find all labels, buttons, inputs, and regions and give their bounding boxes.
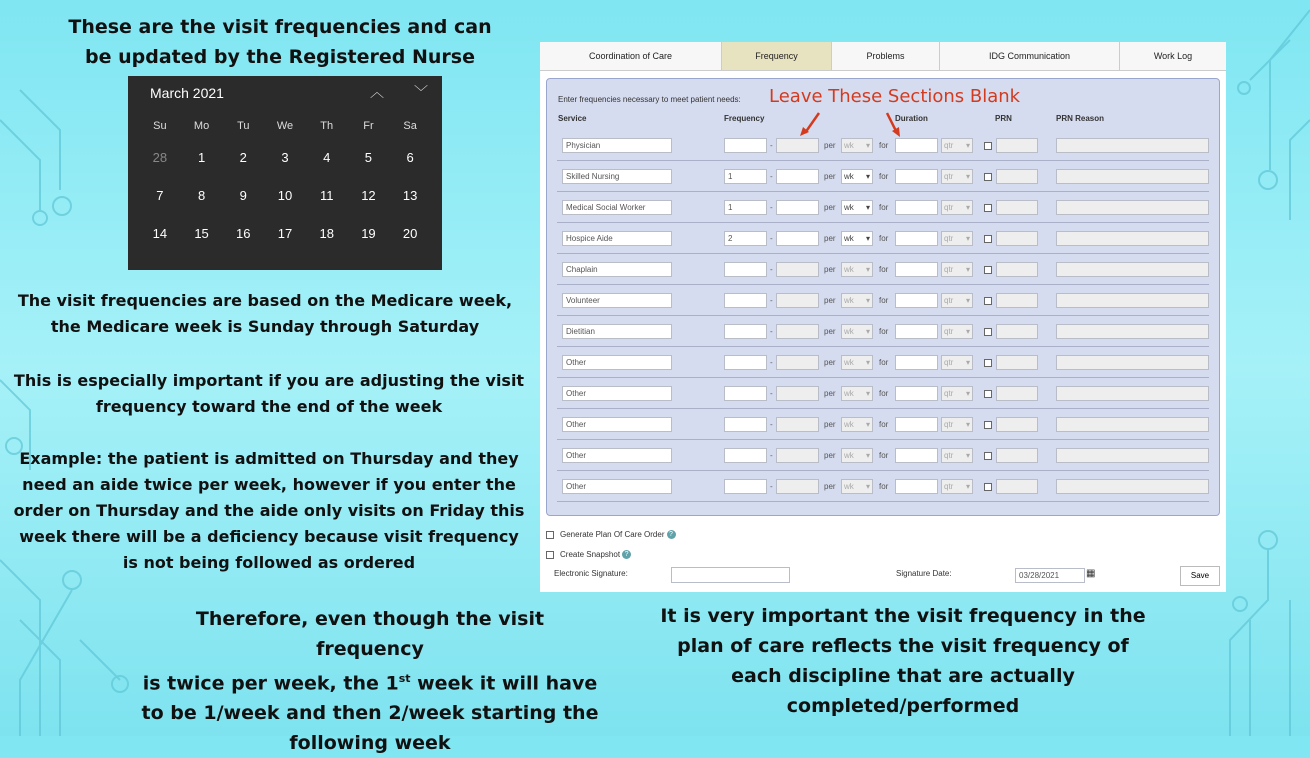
chevron-down-icon: ▾ [865, 389, 870, 398]
frequency-min-input[interactable] [724, 386, 767, 401]
calendar-day[interactable]: 7 [156, 188, 164, 203]
header-prn-reason: PRN Reason [1056, 114, 1105, 123]
unit-value: wk [844, 234, 854, 243]
form-footer [540, 522, 1226, 592]
duration-input[interactable] [895, 324, 938, 339]
service-row [557, 439, 1209, 471]
range-dash: - [770, 234, 773, 243]
duration-unit-select[interactable] [941, 479, 973, 494]
note-line: frequency toward the end of the week [95, 397, 443, 416]
service-row [557, 284, 1209, 316]
per-label: per [824, 141, 836, 150]
note-line: This is especially important if you are adjusting the visit [13, 371, 525, 390]
prn-checkbox[interactable] [984, 483, 992, 491]
note-line: Therefore, even though the visit frequency [195, 608, 545, 660]
prn-checkbox[interactable] [984, 173, 992, 181]
frequency-unit-select[interactable] [841, 169, 873, 184]
note-important [6, 368, 532, 420]
note-line: week there will be a deficiency because visit frequency [19, 527, 519, 546]
calendar-day[interactable]: 18 [319, 226, 334, 241]
note-line: each discipline that are actually [731, 665, 1075, 687]
range-dash: - [770, 141, 773, 150]
note-line: need an aide twice per week, however if you enter the [22, 475, 516, 494]
note-fragment: is twice per week, the 1 [142, 672, 399, 695]
frequency-unit-select[interactable] [841, 479, 873, 494]
weekday-label: Mo [193, 120, 210, 132]
range-dash: - [770, 420, 773, 429]
per-label: per [824, 389, 836, 398]
frequency-max-input[interactable] [776, 448, 819, 463]
frequency-unit-select[interactable] [841, 293, 873, 308]
duration-unit-select[interactable] [941, 417, 973, 432]
frequency-min-input[interactable] [724, 293, 767, 308]
range-dash: - [770, 265, 773, 274]
per-label: per [824, 482, 836, 491]
for-label: for [879, 327, 889, 336]
prn-input[interactable] [996, 262, 1038, 277]
prn-input[interactable] [996, 355, 1038, 370]
duration-input[interactable] [895, 262, 938, 277]
duration-unit-select[interactable] [941, 386, 973, 401]
duration-unit-select[interactable] [941, 169, 973, 184]
calendar-day[interactable]: 17 [277, 226, 293, 241]
prn-checkbox[interactable] [984, 452, 992, 460]
weekday-label: Th [320, 120, 334, 132]
frequency-max-input[interactable] [776, 262, 819, 277]
unit-value: wk [844, 358, 854, 367]
prn-reason-input[interactable] [1056, 169, 1209, 184]
for-label: for [879, 234, 889, 243]
unit-value: qtr [944, 265, 954, 274]
prn-reason-input[interactable] [1056, 355, 1209, 370]
duration-input[interactable] [895, 200, 938, 215]
note-line: following week [289, 732, 451, 755]
note-line: These are the visit frequencies and can [68, 16, 492, 38]
unit-value: qtr [944, 482, 954, 491]
note-example [6, 446, 532, 576]
form-intro: Enter frequencies necessary to meet patient needs: [558, 95, 741, 104]
prn-checkbox[interactable] [984, 359, 992, 367]
note-line: plan of care reflects the visit frequency of [677, 635, 1129, 657]
frequency-max-input[interactable] [776, 293, 819, 308]
calendar-day[interactable]: 10 [277, 188, 293, 203]
for-label: for [879, 358, 889, 367]
frequency-unit-select[interactable] [841, 355, 873, 370]
calendar-icon[interactable]: ▦ [1086, 568, 1096, 579]
duration-unit-select[interactable] [941, 355, 973, 370]
prn-input[interactable] [996, 386, 1038, 401]
note-line: order on Thursday and the aide only visits on Friday this [13, 501, 525, 520]
calendar-day[interactable]: 15 [194, 226, 209, 241]
header-frequency: Frequency [724, 114, 765, 123]
frequency-min-input[interactable]: 2 [724, 231, 767, 246]
unit-value: qtr [944, 389, 954, 398]
prn-checkbox[interactable] [984, 142, 992, 150]
tab-bar [540, 42, 1226, 71]
note-medicare-week [10, 288, 520, 340]
chevron-down-icon: ▾ [865, 482, 870, 491]
duration-input[interactable] [895, 479, 938, 494]
unit-value: wk [844, 265, 854, 274]
frequency-max-input[interactable] [776, 355, 819, 370]
prn-reason-input[interactable] [1056, 262, 1209, 277]
prn-reason-input[interactable] [1056, 479, 1209, 494]
note-rn-update [60, 12, 500, 72]
weekday-label: We [276, 120, 294, 132]
frequency-min-input[interactable] [724, 355, 767, 370]
tab-problems[interactable]: Problems [832, 42, 940, 70]
calendar-day[interactable]: 9 [239, 188, 247, 203]
duration-input[interactable] [895, 231, 938, 246]
service-row [557, 470, 1209, 502]
range-dash: - [770, 327, 773, 336]
tab-work-log[interactable]: Work Log [1120, 42, 1226, 70]
chevron-down-icon: ▾ [965, 141, 970, 150]
prn-reason-input[interactable] [1056, 138, 1209, 153]
frequency-unit-select[interactable] [841, 324, 873, 339]
chevron-down-icon: ▾ [865, 296, 870, 305]
tab-frequency[interactable]: Frequency [722, 42, 832, 70]
unit-value: qtr [944, 234, 954, 243]
for-label: for [879, 296, 889, 305]
note-line: Example: the patient is admitted on Thursday and they [19, 449, 519, 468]
create-snapshot-text: Create Snapshot [560, 550, 621, 559]
frequency-min-input[interactable] [724, 448, 767, 463]
calendar-day[interactable]: 11 [319, 188, 334, 203]
prn-checkbox[interactable] [984, 297, 992, 305]
header-service: Service [558, 114, 587, 123]
chevron-down-icon: ▾ [965, 296, 970, 305]
prn-input[interactable] [996, 169, 1038, 184]
for-label: for [879, 389, 889, 398]
chevron-down-icon: ▾ [965, 265, 970, 274]
esig-input[interactable] [671, 567, 790, 583]
range-dash: - [770, 482, 773, 491]
unit-value: wk [844, 420, 854, 429]
unit-value: wk [844, 389, 854, 398]
for-label: for [879, 203, 889, 212]
unit-value: qtr [944, 327, 954, 336]
chevron-down-icon: ▾ [865, 234, 870, 243]
for-label: for [879, 141, 889, 150]
generate-plan-checkbox[interactable] [546, 531, 554, 539]
service-input[interactable]: Other [562, 448, 672, 463]
chevron-down-icon: ▾ [965, 358, 970, 367]
frequency-unit-select[interactable] [841, 231, 873, 246]
chevron-down-icon[interactable]: ﹀ [414, 84, 428, 100]
unit-value: wk [844, 141, 854, 150]
for-label: for [879, 451, 889, 460]
service-row [557, 253, 1209, 285]
chevron-down-icon: ▾ [965, 203, 970, 212]
frequency-min-input[interactable] [724, 262, 767, 277]
per-label: per [824, 296, 836, 305]
ordinal-suffix: st [398, 672, 411, 685]
frequency-unit-select[interactable] [841, 138, 873, 153]
service-input[interactable]: Volunteer [562, 293, 672, 308]
prn-reason-input[interactable] [1056, 200, 1209, 215]
prn-reason-input[interactable] [1056, 293, 1209, 308]
calendar-widget [128, 76, 442, 270]
chevron-down-icon: ▾ [865, 358, 870, 367]
weekday-label: Sa [403, 120, 417, 132]
calendar-day[interactable]: 6 [406, 150, 414, 165]
service-input[interactable]: Medical Social Worker [562, 200, 672, 215]
chevron-down-icon: ▾ [965, 389, 970, 398]
per-label: per [824, 451, 836, 460]
range-dash: - [770, 358, 773, 367]
calendar-day[interactable]: 8 [197, 188, 206, 203]
range-dash: - [770, 172, 773, 181]
per-label: per [824, 234, 836, 243]
duration-unit-select[interactable] [941, 231, 973, 246]
calendar-day[interactable]: 2 [239, 150, 247, 165]
prn-input[interactable] [996, 138, 1038, 153]
chevron-down-icon: ▾ [865, 451, 870, 460]
service-row [557, 160, 1209, 192]
generate-plan-text: Generate Plan Of Care Order [560, 530, 665, 539]
frequency-min-input[interactable] [724, 417, 767, 432]
per-label: per [824, 265, 836, 274]
chevron-down-icon: ▾ [865, 203, 870, 212]
unit-value: wk [844, 203, 854, 212]
range-dash: - [770, 451, 773, 460]
service-input[interactable]: Other [562, 479, 672, 494]
chevron-down-icon: ▾ [965, 234, 970, 243]
duration-input[interactable] [895, 417, 938, 432]
duration-input[interactable] [895, 169, 938, 184]
unit-value: qtr [944, 141, 954, 150]
calendar-day[interactable]: 5 [364, 150, 373, 165]
tab-idg-communication[interactable]: IDG Communication [940, 42, 1120, 70]
note-line: completed/performed [786, 695, 1020, 717]
frequency-unit-select[interactable] [841, 262, 873, 277]
prn-checkbox[interactable] [984, 390, 992, 398]
prn-input[interactable] [996, 200, 1038, 215]
note-line: be updated by the Registered Nurse [85, 46, 475, 68]
prn-reason-input[interactable] [1056, 417, 1209, 432]
chevron-down-icon: ▾ [965, 327, 970, 336]
calendar-grid [139, 120, 431, 264]
prn-reason-input[interactable] [1056, 386, 1209, 401]
service-row [557, 408, 1209, 440]
prn-checkbox[interactable] [984, 266, 992, 274]
frequency-min-input[interactable]: 1 [724, 200, 767, 215]
weekday-label: Fr [363, 120, 374, 132]
unit-value: wk [844, 296, 854, 305]
prn-checkbox[interactable] [984, 235, 992, 243]
tab-coordination-of-care[interactable]: Coordination of Care [540, 42, 722, 70]
frequency-max-input[interactable] [776, 479, 819, 494]
calendar-day[interactable]: 20 [402, 226, 418, 241]
service-row [557, 191, 1209, 223]
service-row [557, 222, 1209, 254]
service-input[interactable]: Other [562, 417, 672, 432]
unit-value: qtr [944, 296, 954, 305]
chevron-up-icon[interactable]: ︿ [370, 84, 384, 100]
service-input[interactable]: Chaplain [562, 262, 672, 277]
note-plan-of-care [655, 601, 1151, 721]
service-input[interactable]: Skilled Nursing [562, 169, 672, 184]
calendar-day[interactable]: 28 [152, 150, 168, 165]
frequency-unit-select[interactable] [841, 200, 873, 215]
unit-value: qtr [944, 420, 954, 429]
frequency-min-input[interactable]: 1 [724, 169, 767, 184]
chevron-down-icon: ▾ [965, 482, 970, 491]
per-label: per [824, 420, 836, 429]
note-line: is not being followed as ordered [122, 553, 416, 572]
service-input[interactable]: Physician [562, 138, 672, 153]
unit-value: wk [844, 327, 854, 336]
weekday-label: Su [153, 120, 167, 132]
prn-checkbox[interactable] [984, 421, 992, 429]
duration-input[interactable] [895, 386, 938, 401]
per-label: per [824, 203, 836, 212]
help-icon[interactable]: ? [667, 530, 676, 539]
duration-unit-select[interactable] [941, 448, 973, 463]
unit-value: qtr [944, 358, 954, 367]
weekday-label: Tu [237, 120, 250, 132]
prn-checkbox[interactable] [984, 328, 992, 336]
note-line: to be 1/week and then 2/week starting the [141, 702, 599, 725]
frequency-min-input[interactable] [724, 479, 767, 494]
prn-input[interactable] [996, 448, 1038, 463]
create-snapshot-label [560, 550, 631, 559]
chevron-down-icon: ▾ [865, 327, 870, 336]
duration-unit-select[interactable] [941, 324, 973, 339]
prn-reason-input[interactable] [1056, 324, 1209, 339]
esig-label: Electronic Signature: [554, 569, 628, 578]
prn-input[interactable] [996, 293, 1038, 308]
unit-value: qtr [944, 203, 954, 212]
frequency-max-input[interactable] [776, 138, 819, 153]
for-label: for [879, 420, 889, 429]
service-row [557, 346, 1209, 378]
calendar-day[interactable]: 12 [361, 188, 376, 203]
for-label: for [879, 482, 889, 491]
per-label: per [824, 172, 836, 181]
note-line: the Medicare week is Sunday through Saturday [50, 317, 480, 336]
calendar-day[interactable]: 16 [236, 226, 251, 241]
note-line [140, 664, 600, 698]
chevron-down-icon: ▾ [865, 265, 870, 274]
range-dash: - [770, 296, 773, 305]
frequency-form [546, 78, 1220, 516]
frequency-max-input[interactable] [776, 200, 819, 215]
unit-value: qtr [944, 451, 954, 460]
note-line: The visit frequencies are based on the Medicare week, [17, 291, 513, 310]
frequency-unit-select[interactable] [841, 417, 873, 432]
for-label: for [879, 265, 889, 274]
per-label: per [824, 327, 836, 336]
range-dash: - [770, 203, 773, 212]
sigdate-label: Signature Date: [896, 569, 952, 578]
duration-unit-select[interactable] [941, 293, 973, 308]
prn-input[interactable] [996, 324, 1038, 339]
per-label: per [824, 358, 836, 367]
service-input[interactable]: Other [562, 386, 672, 401]
calendar-day[interactable]: 19 [361, 226, 376, 241]
service-row [557, 377, 1209, 409]
duration-input[interactable] [895, 138, 938, 153]
frequency-max-input[interactable] [776, 231, 819, 246]
for-label: for [879, 172, 889, 181]
frequency-app-panel [540, 42, 1226, 592]
chevron-down-icon: ▾ [965, 172, 970, 181]
calendar-day[interactable]: 1 [197, 150, 206, 165]
chevron-down-icon: ▾ [865, 141, 870, 150]
prn-reason-input[interactable] [1056, 231, 1209, 246]
calendar-month: March 2021 [150, 85, 224, 101]
frequency-max-input[interactable] [776, 169, 819, 184]
note-line: It is very important the visit frequency in the [660, 605, 1146, 627]
save-button[interactable]: Save [1180, 566, 1220, 586]
service-row [557, 315, 1209, 347]
calendar-day[interactable]: 3 [281, 150, 289, 165]
frequency-min-input[interactable] [724, 138, 767, 153]
unit-value: qtr [944, 172, 954, 181]
prn-input[interactable] [996, 479, 1038, 494]
create-snapshot-checkbox[interactable] [546, 551, 554, 559]
service-input[interactable]: Dietitian [562, 324, 672, 339]
note-fragment: week it will have [410, 672, 598, 695]
frequency-max-input[interactable] [776, 386, 819, 401]
service-row [557, 129, 1209, 161]
header-duration: Duration [895, 114, 928, 123]
note-therefore [140, 604, 600, 758]
prn-checkbox[interactable] [984, 204, 992, 212]
unit-value: wk [844, 451, 854, 460]
calendar-day[interactable]: 4 [323, 150, 331, 165]
service-input[interactable]: Hospice Aide [562, 231, 672, 246]
frequency-unit-select[interactable] [841, 386, 873, 401]
frequency-min-input[interactable] [724, 324, 767, 339]
leave-blank-annotation: Leave These Sections Blank [769, 86, 1021, 107]
duration-unit-select[interactable] [941, 138, 973, 153]
calendar-day[interactable]: 14 [152, 226, 168, 241]
chevron-down-icon: ▾ [965, 420, 970, 429]
generate-plan-label [560, 530, 676, 539]
help-icon[interactable]: ? [622, 550, 631, 559]
duration-unit-select[interactable] [941, 200, 973, 215]
service-input[interactable]: Other [562, 355, 672, 370]
duration-unit-select[interactable] [941, 262, 973, 277]
chevron-down-icon: ▾ [965, 451, 970, 460]
unit-value: wk [844, 172, 854, 181]
unit-value: wk [844, 482, 854, 491]
prn-input[interactable] [996, 231, 1038, 246]
prn-reason-input[interactable] [1056, 448, 1209, 463]
header-prn: PRN [995, 114, 1012, 123]
frequency-max-input[interactable] [776, 324, 819, 339]
duration-input[interactable] [895, 355, 938, 370]
chevron-down-icon: ▾ [865, 172, 870, 181]
frequency-unit-select[interactable] [841, 448, 873, 463]
sigdate-input[interactable]: 03/28/2021 [1015, 568, 1085, 583]
prn-input[interactable] [996, 417, 1038, 432]
frequency-max-input[interactable] [776, 417, 819, 432]
duration-input[interactable] [895, 448, 938, 463]
calendar-day[interactable]: 13 [402, 188, 418, 203]
range-dash: - [770, 389, 773, 398]
chevron-down-icon: ▾ [865, 420, 870, 429]
duration-input[interactable] [895, 293, 938, 308]
